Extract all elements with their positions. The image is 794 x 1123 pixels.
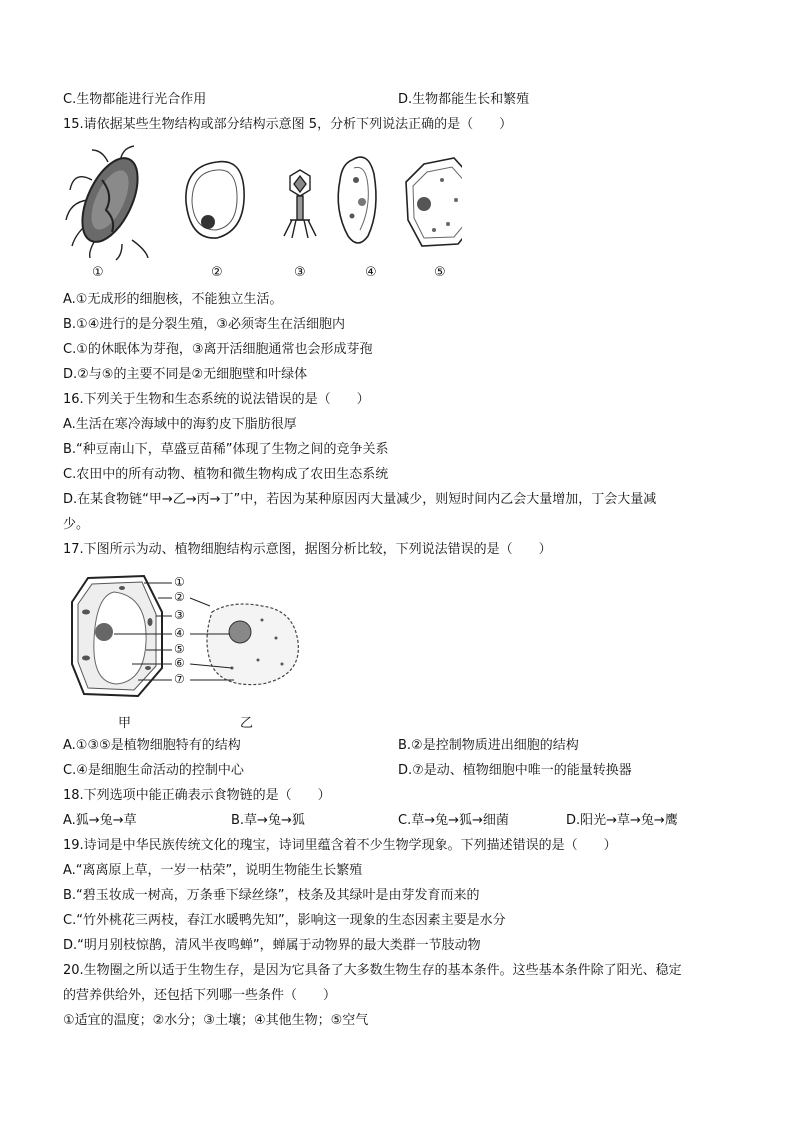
q18-option-b: B.草→兔→狐 bbox=[231, 813, 305, 828]
fig5-label-2: ② bbox=[211, 265, 223, 280]
fig17-label-5: ⑤ bbox=[174, 642, 185, 656]
q15-option-a: A.①无成形的细胞核，不能独立生活。 bbox=[63, 292, 283, 307]
plant-cell-drawing bbox=[406, 158, 462, 246]
oval-cell-drawing bbox=[186, 162, 244, 239]
q19-stem: 19.诗词是中华民族传统文化的瑰宝，诗词里蕴含着不少生物学现象。下列描述错误的是（ ） bbox=[63, 838, 617, 853]
figure-17 bbox=[62, 572, 322, 732]
q15-stem: 15.请依据某些生物结构或部分结构示意图 5，分析下列说法正确的是（ ） bbox=[63, 117, 513, 132]
q16-option-c: C.农田中的所有动物、植物和微生物构成了农田生态系统 bbox=[63, 467, 389, 482]
figure-17-drawing bbox=[62, 572, 322, 704]
q17-option-b: B.②是控制物质进出细胞的结构 bbox=[398, 738, 579, 753]
fig17-label-7: ⑦ bbox=[174, 672, 185, 686]
plant-cell-jia bbox=[72, 576, 162, 696]
q18-option-d: D.阳光→草→兔→鹰 bbox=[566, 813, 678, 828]
fig5-label-1: ① bbox=[92, 265, 104, 280]
q16-option-d-cont: 少。 bbox=[63, 517, 90, 532]
q16-stem: 16.下列关于生物和生态系统的说法错误的是（ ） bbox=[63, 392, 370, 407]
q19-option-a: A.“离离原上草，一岁一枯荣”，说明生物能生长繁殖 bbox=[63, 863, 363, 878]
q17-option-c: C.④是细胞生命活动的控制中心 bbox=[63, 763, 244, 778]
fig5-label-3: ③ bbox=[294, 265, 306, 280]
q19-option-c: C.“竹外桃花三两枝，春江水暖鸭先知”，影响这一现象的生态因素主要是水分 bbox=[63, 913, 506, 928]
q14-option-d: D.生物都能生长和繁殖 bbox=[398, 92, 530, 107]
q15-option-b: B.①④进行的是分裂生殖，③必须寄生在活细胞内 bbox=[63, 317, 346, 332]
fig17-label-3: ③ bbox=[174, 608, 185, 622]
fig5-label-4: ④ bbox=[365, 265, 377, 280]
q17-option-d: D.⑦是动、植物细胞中唯一的能量转换器 bbox=[398, 763, 632, 778]
fig17-label-6: ⑥ bbox=[174, 656, 185, 670]
q19-option-d: D.“明月别枝惊鹊，清风半夜鸣蝉”，蝉属于动物界的最大类群一节肢动物 bbox=[63, 938, 481, 953]
figure-5 bbox=[62, 140, 462, 285]
paramecium-drawing bbox=[338, 157, 376, 243]
fig17-label-1: ① bbox=[174, 575, 185, 589]
q15-option-d: D.②与⑤的主要不同是②无细胞壁和叶绿体 bbox=[63, 367, 308, 382]
q15-option-c: C.①的休眠体为芽孢，③离开活细胞通常也会形成芽孢 bbox=[63, 342, 373, 357]
fig17-caption-yi: 乙 bbox=[240, 716, 254, 731]
fig17-caption-jia: 甲 bbox=[118, 716, 132, 731]
bacterium-drawing bbox=[66, 146, 149, 260]
fig17-label-4: ④ bbox=[174, 626, 185, 640]
q18-option-a: A.狐→兔→草 bbox=[63, 813, 137, 828]
q20-stem-cont: 的营养供给外，还包括下列哪一些条件（ ） bbox=[63, 988, 337, 1003]
q20-conditions: ①适宜的温度；②水分；③土壤；④其他生物；⑤空气 bbox=[63, 1013, 369, 1028]
q18-option-c: C.草→兔→狐→细菌 bbox=[398, 813, 509, 828]
q16-option-d: D.在某食物链“甲→乙→丙→丁”中，若因为某种原因丙大量减少，则短时间内乙会大量增加，丁会大量减 bbox=[63, 492, 657, 507]
q16-option-b: B.“种豆南山下，草盛豆苗稀”体现了生物之间的竞争关系 bbox=[63, 442, 389, 457]
q17-option-a: A.①③⑤是植物细胞特有的结构 bbox=[63, 738, 241, 753]
q16-option-a: A.生活在寒冷海域中的海豹皮下脂肪很厚 bbox=[63, 417, 297, 432]
fig17-label-2: ② bbox=[174, 590, 185, 604]
q18-stem: 18.下列选项中能正确表示食物链的是（ ） bbox=[63, 788, 331, 803]
q14-option-c: C.生物都能进行光合作用 bbox=[63, 92, 207, 107]
fig5-label-5: ⑤ bbox=[434, 265, 446, 280]
q17-stem: 17.下图所示为动、植物细胞结构示意图，据图分析比较，下列说法错误的是（ ） bbox=[63, 542, 552, 557]
animal-cell-yi bbox=[207, 604, 298, 685]
q20-stem: 20.生物圈之所以适于生物生存，是因为它具备了大多数生物生存的基本条件。这些基本条件除了阳光、稳定 bbox=[63, 963, 682, 978]
figure-5-drawing bbox=[62, 140, 462, 285]
q19-option-b: B.“碧玉妆成一树高，万条垂下绿丝绦”，枝条及其绿叶是由芽发育而来的 bbox=[63, 888, 480, 903]
virus-drawing bbox=[284, 170, 316, 238]
